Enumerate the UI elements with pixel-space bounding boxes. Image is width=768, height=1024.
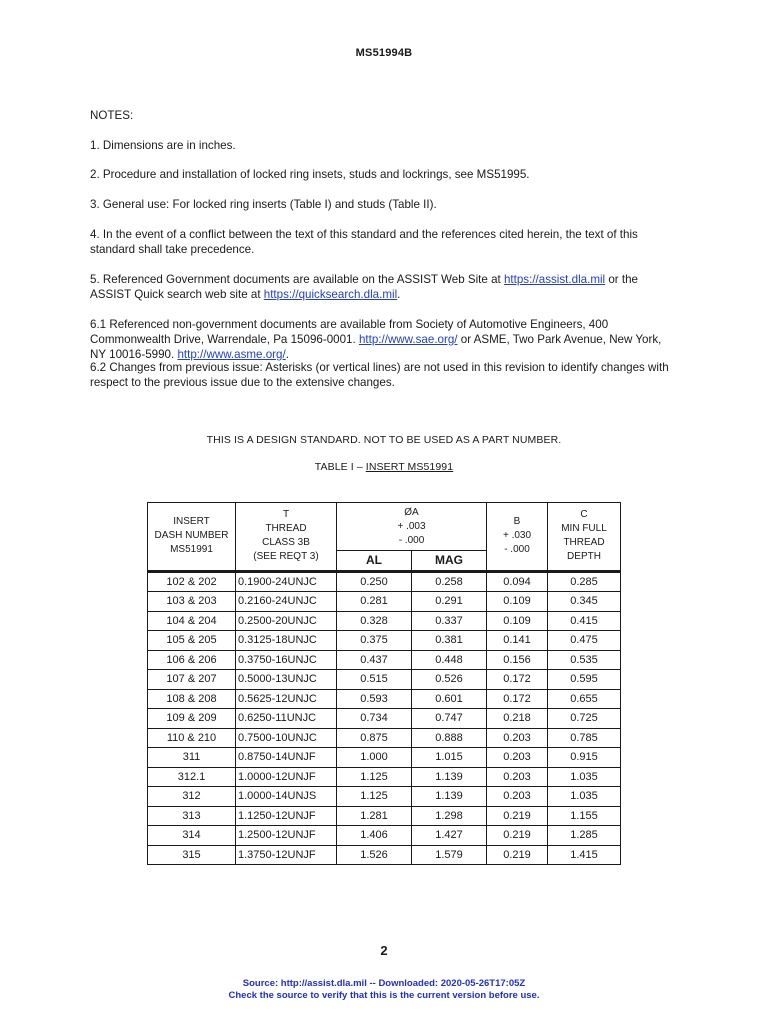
cell-a-al: 1.125 xyxy=(337,767,412,787)
cell-thread: 1.1250-12UNJF xyxy=(236,806,337,826)
cell-a-al: 0.734 xyxy=(337,709,412,729)
header-b xyxy=(487,503,548,572)
cell-dash-number: 108 & 208 xyxy=(148,689,236,709)
cell-c: 0.725 xyxy=(548,709,621,729)
table-row xyxy=(148,826,621,846)
table-row xyxy=(148,748,621,768)
cell-a-mag: 1.139 xyxy=(412,787,487,807)
cell-thread: 0.7500-10UNJC xyxy=(236,728,337,748)
asme-link[interactable]: http://www.asme.org/ xyxy=(177,348,286,361)
table-row xyxy=(148,670,621,690)
cell-dash-number: 315 xyxy=(148,845,236,865)
header-a-mag: MAG xyxy=(412,551,487,572)
cell-dash-number: 104 & 204 xyxy=(148,611,236,631)
quicksearch-link[interactable]: https://quicksearch.dla.mil xyxy=(263,288,398,301)
header-a-line: ØA xyxy=(404,506,419,518)
header-insert-line: MS51991 xyxy=(170,544,213,556)
cell-thread: 0.2160-24UNJC xyxy=(236,592,337,612)
cell-a-al: 1.000 xyxy=(337,748,412,768)
header-insert-line: DASH NUMBER xyxy=(154,530,229,542)
cell-a-al: 0.250 xyxy=(337,571,412,592)
header-thread-line: CLASS 3B xyxy=(262,537,310,549)
cell-c: 0.595 xyxy=(548,670,621,690)
cell-thread: 0.3125-18UNJC xyxy=(236,631,337,651)
cell-a-mag: 1.298 xyxy=(412,806,487,826)
cell-a-mag: 0.747 xyxy=(412,709,487,729)
header-b-line: + .030 xyxy=(502,530,532,542)
cell-a-mag: 0.601 xyxy=(412,689,487,709)
table-title-prefix: TABLE I – xyxy=(314,461,366,473)
cell-c: 0.475 xyxy=(548,631,621,651)
note-5 xyxy=(90,272,675,302)
header-thread xyxy=(236,503,337,572)
header-a xyxy=(337,503,487,551)
cell-a-mag: 1.579 xyxy=(412,845,487,865)
table-row xyxy=(148,650,621,670)
table-row xyxy=(148,571,621,592)
cell-a-mag: 0.888 xyxy=(412,728,487,748)
note-1: 1. Dimensions are in inches. xyxy=(90,139,236,152)
header-thread-line: T xyxy=(282,509,290,521)
cell-a-al: 0.875 xyxy=(337,728,412,748)
cell-b: 0.203 xyxy=(487,728,548,748)
cell-dash-number: 103 & 203 xyxy=(148,592,236,612)
header-insert xyxy=(148,503,236,572)
header-a-al: AL xyxy=(337,551,412,572)
cell-dash-number: 110 & 210 xyxy=(148,728,236,748)
note-5-text: 5. Referenced Government documents are available on the ASSIST Web Site at xyxy=(90,273,504,286)
cell-b: 0.219 xyxy=(487,845,548,865)
cell-thread: 0.3750-16UNJC xyxy=(236,650,337,670)
cell-c: 0.915 xyxy=(548,748,621,768)
note-4: 4. In the event of a conflict between the text of this standard and the references cited herein, the text of this standard shall take precedence. xyxy=(90,228,638,256)
cell-b: 0.203 xyxy=(487,787,548,807)
note-3: 3. General use: For locked ring inserts (Table I) and studs (Table II). xyxy=(90,198,437,211)
cell-a-al: 1.406 xyxy=(337,826,412,846)
header-c-line: C xyxy=(580,509,588,521)
cell-b: 0.109 xyxy=(487,592,548,612)
table-row xyxy=(148,631,621,651)
cell-b: 0.172 xyxy=(487,670,548,690)
cell-a-al: 0.375 xyxy=(337,631,412,651)
cell-c: 0.655 xyxy=(548,689,621,709)
header-c-line: MIN FULL xyxy=(561,523,607,535)
cell-dash-number: 107 & 207 xyxy=(148,670,236,690)
cell-thread: 0.8750-14UNJF xyxy=(236,748,337,768)
note-6-1 xyxy=(90,317,675,362)
cell-a-al: 1.125 xyxy=(337,787,412,807)
cell-thread: 0.1900-24UNJC xyxy=(236,571,337,592)
cell-b: 0.203 xyxy=(487,767,548,787)
header-a-line: + .003 xyxy=(397,520,426,532)
cell-thread: 1.0000-12UNJF xyxy=(236,767,337,787)
header-b-line: - .000 xyxy=(504,544,530,556)
note-6-1-end: . xyxy=(285,348,289,361)
page-number: 2 xyxy=(380,943,388,958)
note-2: 2. Procedure and installation of locked ring insets, studs and lockrings, see MS51995. xyxy=(90,168,530,181)
cell-thread: 1.3750-12UNJF xyxy=(236,845,337,865)
cell-b: 0.218 xyxy=(487,709,548,729)
table-title-main: INSERT MS51991 xyxy=(365,461,454,473)
cell-a-mag: 0.381 xyxy=(412,631,487,651)
cell-a-mag: 0.291 xyxy=(412,592,487,612)
note-6-2: 6.2 Changes from previous issue: Asterisks (or vertical lines) are not used in this revision to identify changes with respect to the previous issue due to the extensive changes. xyxy=(90,361,669,389)
cell-b: 0.156 xyxy=(487,650,548,670)
assist-link[interactable]: https://assist.dla.mil xyxy=(503,273,606,286)
cell-a-mag: 0.448 xyxy=(412,650,487,670)
table-row xyxy=(148,728,621,748)
table-row xyxy=(148,592,621,612)
cell-b: 0.172 xyxy=(487,689,548,709)
note-6-1-text: 6.1 Referenced non-government documents are available from Society of Automotive Engineers, 400 Commonwealth Drive, Warrendale, Pa 15096-0001. xyxy=(90,318,609,346)
cell-c: 0.345 xyxy=(548,592,621,612)
header-c-line: THREAD xyxy=(563,537,605,549)
cell-b: 0.094 xyxy=(487,571,548,592)
table-row xyxy=(148,689,621,709)
document-id: MS51994B xyxy=(355,47,413,59)
table-row xyxy=(148,611,621,631)
cell-a-al: 0.437 xyxy=(337,650,412,670)
cell-c: 1.035 xyxy=(548,787,621,807)
source-footer xyxy=(0,978,768,1002)
table-row xyxy=(148,709,621,729)
cell-a-mag: 1.139 xyxy=(412,767,487,787)
cell-dash-number: 102 & 202 xyxy=(148,571,236,592)
header-b-line: B xyxy=(513,516,521,528)
cell-dash-number: 312 xyxy=(148,787,236,807)
note-5-text-mid: or the ASSIST Quick search web site at xyxy=(90,273,639,301)
cell-a-al: 0.515 xyxy=(337,670,412,690)
cell-dash-number: 313 xyxy=(148,806,236,826)
table-row xyxy=(148,806,621,826)
table-row xyxy=(148,767,621,787)
cell-c: 1.285 xyxy=(548,826,621,846)
cell-b: 0.109 xyxy=(487,611,548,631)
cell-thread: 0.6250-11UNJC xyxy=(236,709,337,729)
cell-a-mag: 0.526 xyxy=(412,670,487,690)
cell-thread: 1.0000-14UNJS xyxy=(236,787,337,807)
cell-dash-number: 106 & 206 xyxy=(148,650,236,670)
cell-a-al: 1.281 xyxy=(337,806,412,826)
insert-table xyxy=(147,502,621,865)
cell-a-mag: 0.337 xyxy=(412,611,487,631)
cell-c: 1.035 xyxy=(548,767,621,787)
cell-thread: 0.2500-20UNJC xyxy=(236,611,337,631)
cell-a-mag: 1.427 xyxy=(412,826,487,846)
cell-dash-number: 109 & 209 xyxy=(148,709,236,729)
cell-dash-number: 312.1 xyxy=(148,767,236,787)
cell-a-mag: 0.258 xyxy=(412,571,487,592)
notes-heading: NOTES: xyxy=(90,109,134,122)
note-5-end: . xyxy=(397,288,401,301)
cell-thread: 0.5000-13UNJC xyxy=(236,670,337,690)
header-a-line: - .000 xyxy=(398,534,425,546)
cell-dash-number: 314 xyxy=(148,826,236,846)
cell-thread: 0.5625-12UNJC xyxy=(236,689,337,709)
cell-thread: 1.2500-12UNJF xyxy=(236,826,337,846)
cell-c: 0.785 xyxy=(548,728,621,748)
cell-c: 1.155 xyxy=(548,806,621,826)
verify-line: Check the source to verify that this is the current version before use. xyxy=(228,990,540,1001)
header-c-line: DEPTH xyxy=(567,551,601,563)
cell-c: 1.415 xyxy=(548,845,621,865)
cell-c: 0.415 xyxy=(548,611,621,631)
header-c xyxy=(548,503,621,572)
table-row xyxy=(148,787,621,807)
table-title xyxy=(0,461,768,473)
cell-a-mag: 1.015 xyxy=(412,748,487,768)
cell-a-al: 0.328 xyxy=(337,611,412,631)
cell-b: 0.219 xyxy=(487,806,548,826)
cell-b: 0.203 xyxy=(487,748,548,768)
cell-dash-number: 105 & 205 xyxy=(148,631,236,651)
cell-b: 0.141 xyxy=(487,631,548,651)
cell-a-al: 0.281 xyxy=(337,592,412,612)
note-6-1-text-mid: or ASME, Two Park Avenue, New York, NY 10016-5990. xyxy=(90,333,662,361)
cell-c: 0.535 xyxy=(548,650,621,670)
cell-c: 0.285 xyxy=(548,571,621,592)
table-row xyxy=(148,845,621,865)
source-line: Source: http://assist.dla.mil -- Downloaded: 2020-05-26T17:05Z xyxy=(242,978,526,989)
design-statement: THIS IS A DESIGN STANDARD. NOT TO BE USED AS A PART NUMBER. xyxy=(206,434,562,446)
cell-a-al: 0.593 xyxy=(337,689,412,709)
cell-dash-number: 311 xyxy=(148,748,236,768)
cell-a-al: 1.526 xyxy=(337,845,412,865)
header-insert-line: INSERT xyxy=(173,516,210,528)
header-thread-line: (SEE REQT 3) xyxy=(253,551,319,563)
header-thread-line: THREAD xyxy=(265,523,307,535)
cell-b: 0.219 xyxy=(487,826,548,846)
sae-link[interactable]: http://www.sae.org/ xyxy=(358,333,458,346)
